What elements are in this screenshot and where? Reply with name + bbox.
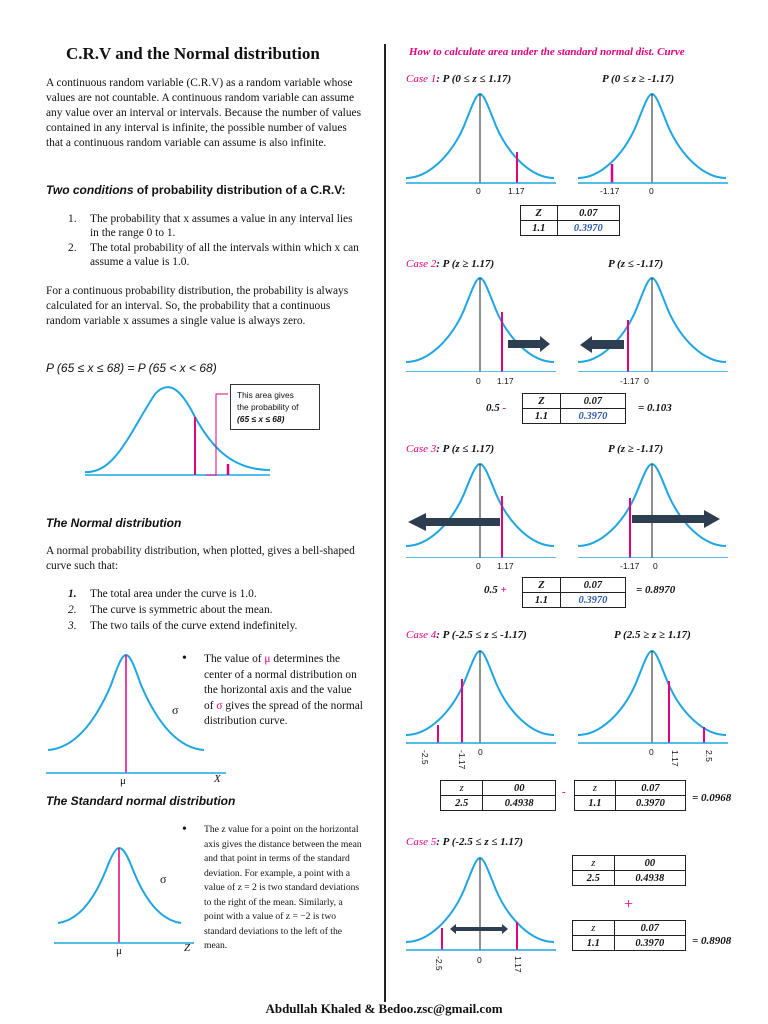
tick-label: -1.17 xyxy=(620,561,640,571)
case5-curve xyxy=(406,852,556,952)
case3-right-label: P (z ≥ -1.17) xyxy=(608,443,664,455)
tick-label: 0 xyxy=(649,186,654,196)
tick-label: 0 xyxy=(476,561,481,571)
case2-z-table: Z 0.07 1.1 0.3970 xyxy=(522,393,626,424)
case3-result: = 0.8970 xyxy=(636,584,676,596)
normal-properties-list xyxy=(46,587,364,633)
mu-sigma-bullet: The value of μ determines the center of a normal distribution on the horizontal axis and the value of σ gives the spread of the normal distribution curve. xyxy=(204,653,363,727)
case1-curve-positive xyxy=(406,86,556,186)
tick-label: 0 xyxy=(653,561,658,571)
tick-label: 1.17 xyxy=(497,561,514,571)
case3-label: Case 3: P (z ≤ 1.17) xyxy=(406,443,495,455)
case3-curve-positive xyxy=(406,458,556,558)
conditions-list xyxy=(46,212,364,269)
tick-label: 0 xyxy=(476,186,481,196)
tick-label: 0 xyxy=(649,747,654,757)
footer-author: Abdullah Khaled & Bedoo.zsc@gmail.com xyxy=(265,1001,503,1016)
list-item: 2. The total probability of all the intervals within which x can assume a value is 1.0. xyxy=(68,242,359,268)
case1-right-label: P (0 ≤ z ≥ -1.17) xyxy=(602,73,675,85)
tick-label: 0 xyxy=(478,747,483,757)
tick-label: 1.17 xyxy=(497,376,514,386)
case5-operator: + xyxy=(624,896,634,913)
case2-curve-negative xyxy=(578,272,728,372)
sigma-label-2: σ xyxy=(160,872,167,886)
tick-label: 1.17 xyxy=(513,956,523,973)
mu-label-2: μ xyxy=(116,945,122,957)
case3-curve-negative xyxy=(578,458,728,558)
tick-label: 1.17 xyxy=(670,750,680,767)
case2-right-label: P (z ≤ -1.17) xyxy=(608,258,664,270)
case5-z-table-a: z 00 2.5 0.4938 xyxy=(572,855,686,886)
bullet-icon: • xyxy=(182,822,187,837)
list-item: 3. The two tails of the curve extend indefinitely. xyxy=(68,620,298,632)
tick-label: 2.5 xyxy=(704,750,714,762)
case4-operator: - xyxy=(562,786,566,798)
case4-z-table-b: z 0.07 1.1 0.3970 xyxy=(574,780,686,811)
list-item: 1. The total area under the curve is 1.0. xyxy=(68,588,257,600)
tick-label: -1.17 xyxy=(457,750,467,770)
case5-z-table-b: z 0.07 1.1 0.3970 xyxy=(572,920,686,951)
case4-label: Case 4: P (-2.5 ≤ z ≤ -1.17) xyxy=(406,629,527,641)
sigma-label: σ xyxy=(172,703,179,717)
case3-z-table: Z 0.07 1.1 0.3970 xyxy=(522,577,626,608)
case4-right-label: P (2.5 ≥ z ≥ 1.17) xyxy=(614,629,691,641)
tick-label: -1.17 xyxy=(600,186,620,196)
case2-result: = 0.103 xyxy=(638,402,672,414)
tick-label: 1.17 xyxy=(508,186,525,196)
case4-result: = 0.0968 xyxy=(692,792,732,804)
right-heading: How to calculate area under the standard normal dist. Curve xyxy=(409,46,685,58)
case4-curve-negative xyxy=(406,645,556,745)
case2-prefix: 0.5 - xyxy=(486,402,507,414)
callout-box: This area gives the probability of (65 ≤ x ≤ 68) xyxy=(230,384,320,430)
tick-label: 0 xyxy=(476,376,481,386)
case3-prefix: 0.5 + xyxy=(484,584,507,596)
case1-label: Case 1: P (0 ≤ z ≤ 1.17) xyxy=(406,73,512,85)
page-title: C.R.V and the Normal distribution xyxy=(66,44,320,63)
case2-curve-positive xyxy=(406,272,556,372)
case4-curve-positive xyxy=(578,645,728,745)
conditions-heading-emph: Two conditions xyxy=(46,183,134,197)
standard-normal-curve xyxy=(46,840,206,950)
continuous-note-paragraph: For a continuous probability distribution, the probability is always calculated for an interval. So, the probability that a continuous random variable x assumes a single value is always zero. xyxy=(46,285,349,327)
case4-z-table-a: z 00 2.5 0.4938 xyxy=(440,780,556,811)
column-divider xyxy=(384,44,386,1002)
crv-intro-paragraph: A continuous random variable (C.R.V) as a random variable whose values are not countable. A continuous random variable can assume any value over an interval or intervals. Because the number of values contained in any interval is infinite, the possible number of values that a continuous random variable can assume is also infinite. xyxy=(46,77,362,149)
list-item: 1. The probability that x assumes a value in any interval lies in the range 0 to 1. xyxy=(68,213,353,239)
case1-z-table: Z 0.07 1.1 0.3970 xyxy=(520,205,620,236)
case1-curve-negative xyxy=(578,86,728,186)
normal-distribution-heading: The Normal distribution xyxy=(46,516,182,530)
conditions-heading-rest: of probability distribution of a C.R.V: xyxy=(133,183,346,197)
tick-label: -2.5 xyxy=(420,750,430,765)
case5-result: = 0.8908 xyxy=(692,935,732,947)
standard-normal-heading: The Standard normal distribution xyxy=(46,794,236,808)
list-item: 2. The curve is symmetric about the mean. xyxy=(68,604,273,616)
conditions-heading xyxy=(46,183,346,197)
interval-equation: P (65 ≤ x ≤ 68) = P (65 < x < 68) xyxy=(46,361,217,375)
mu-label: μ xyxy=(120,775,126,787)
z-axis-label: Z xyxy=(184,942,191,954)
x-axis-label: X xyxy=(214,773,221,785)
z-value-bullet: The z value for a point on the horizontal axis gives the distance between the mean and that point in terms of the standard deviation. For example, a point with a value of z = 2 is two standard deviations to the right of the mean. Similarly, a point with a value of z = −2 is two standard deviations to the left of the mean. xyxy=(204,824,362,951)
case5-label: Case 5: P (-2.5 ≤ z ≤ 1.17) xyxy=(406,836,524,848)
tick-label: 0 xyxy=(477,955,482,965)
case2-label: Case 2: P (z ≥ 1.17) xyxy=(406,258,495,270)
tick-label: -2.5 xyxy=(434,956,444,971)
bullet-icon: • xyxy=(182,651,187,666)
tick-label: -1.17 0 xyxy=(620,376,649,386)
normal-intro-paragraph: A normal probability distribution, when plotted, gives a bell-shaped curve such that: xyxy=(46,545,355,572)
